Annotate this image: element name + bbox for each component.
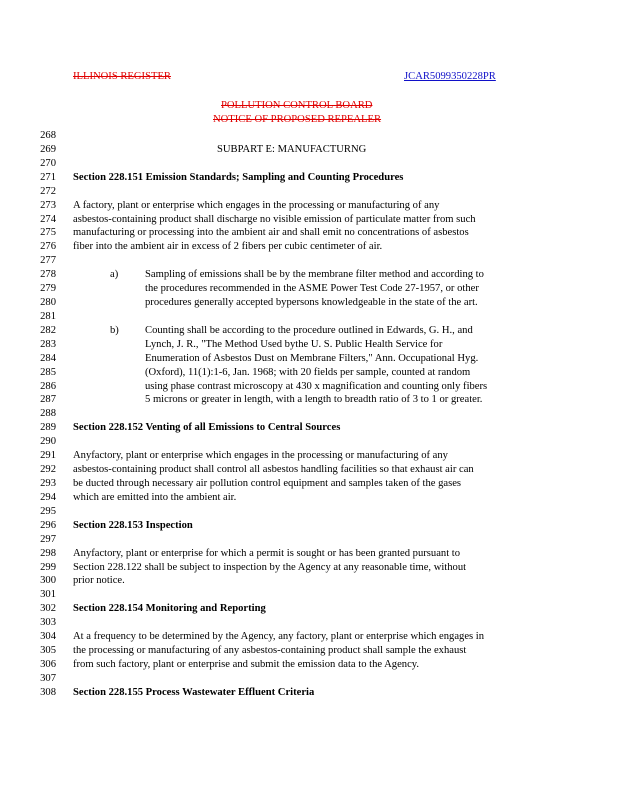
line-number: 302	[40, 603, 56, 615]
body-text-line: manufacturing or processing into the ambient air and shall emit no concentrations of asbestos	[73, 227, 469, 239]
body-text-line: At a frequency to be determined by the Agency, any factory, plant or enterprise which engages in	[73, 631, 485, 643]
body-text-line: be ducted through necessary air pollution control equipment and samples taken of the gases	[73, 478, 462, 489]
line-number: 285	[40, 366, 56, 378]
line-number: 284	[40, 352, 56, 364]
body-text-line: fiber into the ambient air in excess of 2 fibers per cubic centimeter of air.	[73, 241, 383, 253]
line-number: 295	[40, 505, 56, 517]
list-label: b)	[110, 324, 119, 336]
section-heading: Section 228.154 Monitoring and Reporting	[73, 603, 266, 615]
line-number: 271	[40, 171, 56, 183]
body-text-line: which are emitted into the ambient air.	[73, 491, 237, 503]
line-number: 296	[40, 519, 56, 531]
body-text-line: (Oxford), 11(1):1-6, Jan. 1968; with 20 fields per sample, counted at random	[145, 366, 471, 378]
body-text-line: using phase contrast microscopy at 430 x magnification and counting only fibers	[145, 380, 488, 392]
body-text-line: prior notice.	[73, 575, 125, 587]
line-number: 306	[40, 658, 56, 670]
body-text-line: from such factory, plant or enterprise and submit the emission data to the Agency.	[73, 658, 420, 670]
line-number: 280	[40, 297, 56, 309]
line-number: 308	[40, 686, 56, 698]
board-title: POLLUTION CONTROL BOARD	[221, 100, 373, 111]
body-text-line: Section 228.122 shall be subject to inspection by the Agency at any reasonable time, without	[73, 561, 467, 573]
line-number: 300	[40, 575, 56, 587]
line-number: 293	[40, 478, 56, 489]
line-number: 273	[40, 199, 56, 211]
body-text-line: asbestos-containing product shall discharge no visible emission of particulate matter from such	[73, 213, 476, 225]
list-label: a)	[110, 269, 119, 281]
body-text-line: asbestos-containing product shall control all asbestos handling facilities so that exhaust air can	[73, 464, 474, 476]
body-text-line: the processing or manufacturing of any asbestos-containing product shall sample the exhaust	[73, 645, 467, 657]
body-text-line: Lynch, J. R., "The Method Used bythe U. S. Public Health Service for	[145, 338, 443, 350]
line-number: 294	[40, 491, 56, 503]
line-number: 277	[40, 255, 56, 267]
body-text-line: Counting shall be according to the procedure outlined in Edwards, G. H., and	[145, 324, 473, 336]
line-number: 307	[40, 672, 56, 684]
body-text-line: 5 microns or greater in length, with a length to breadth ratio of 3 to 1 or greater.	[145, 394, 483, 406]
line-number: 275	[40, 227, 56, 239]
jcar-code: JCAR5099350228PR	[404, 71, 496, 82]
line-number: 282	[40, 324, 56, 336]
body-text-line: Anyfactory, plant or enterprise which engages in the processing or manufacturing of any	[73, 450, 448, 462]
section-heading: Section 228.153 Inspection	[73, 519, 193, 531]
line-number: 274	[40, 213, 56, 225]
body-text-line: procedures generally accepted bypersons knowledgeable in the state of the art.	[145, 297, 478, 309]
line-number: 268	[40, 130, 56, 141]
line-number: 304	[40, 631, 56, 643]
line-number: 269	[40, 143, 56, 155]
line-number: 287	[40, 394, 56, 406]
body-text-line: Anyfactory, plant or enterprise for which a permit is sought or has been granted pursuant to	[73, 547, 461, 559]
line-number: 298	[40, 547, 56, 559]
line-number: 279	[40, 283, 56, 295]
line-number: 301	[40, 589, 56, 601]
line-number: 299	[40, 561, 56, 573]
line-number: 272	[40, 185, 56, 197]
line-number: 278	[40, 269, 56, 281]
line-number: 297	[40, 533, 56, 545]
line-number: 290	[40, 436, 56, 448]
line-number: 286	[40, 380, 56, 392]
line-number: 289	[40, 422, 56, 434]
line-number: 291	[40, 450, 56, 462]
register-title: ILLINOIS REGISTER	[73, 71, 171, 82]
line-number: 270	[40, 157, 56, 169]
section-heading: Section 228.155 Process Wastewater Effluent Criteria	[73, 686, 315, 698]
body-text-line: Enumeration of Asbestos Dust on Membrane Filters," Ann. Occupational Hyg.	[145, 352, 479, 364]
body-text-line: the procedures recommended in the ASME Power Test Code 27-1957, or other	[145, 283, 479, 295]
subpart-heading: SUBPART E: MANUFACTURNG	[217, 143, 367, 155]
body-text-line: A factory, plant or enterprise which engages in the processing or manufacturing of any	[73, 199, 440, 211]
section-heading: Section 228.152 Venting of all Emissions to Central Sources	[73, 422, 341, 434]
line-number: 281	[40, 310, 56, 322]
line-number: 288	[40, 408, 56, 420]
line-number: 303	[40, 617, 56, 629]
line-number: 283	[40, 338, 56, 350]
section-heading: Section 228.151 Emission Standards; Sampling and Counting Procedures	[73, 171, 404, 183]
body-text-line: Sampling of emissions shall be by the membrane filter method and according to	[145, 269, 484, 281]
line-number: 276	[40, 241, 56, 253]
line-number: 305	[40, 645, 56, 657]
line-number: 292	[40, 464, 56, 476]
notice-title: NOTICE OF PROPOSED REPEALER	[213, 114, 382, 125]
